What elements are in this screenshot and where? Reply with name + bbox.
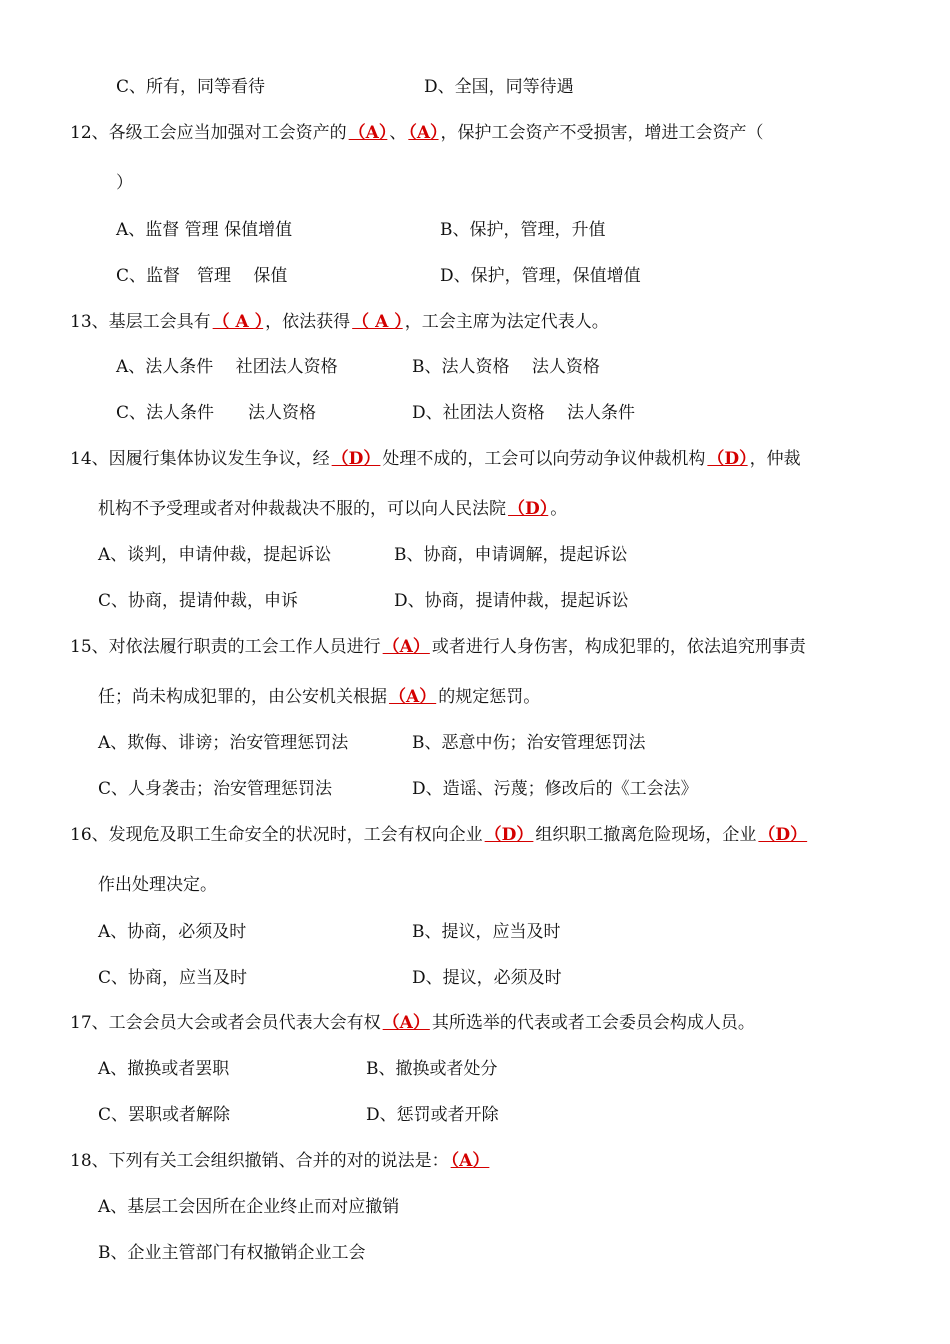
q18-option-b: B、企业主管部门有权撤销企业工会	[98, 1243, 366, 1263]
answer-blank: （D）	[758, 825, 808, 845]
q12-option-d: D、保护，管理，保值增值	[440, 266, 641, 286]
q12-stem: 12、各级工会应当加强对工会资产的 （A） 、 （A） ，保护工会资产不受损害，增进工会资产（	[70, 123, 764, 143]
answer-blank: （A）	[382, 637, 430, 657]
answer-blank: （A）	[348, 123, 388, 143]
q17-option-b: B、撤换或者处分	[366, 1059, 498, 1079]
q11-option-c: C、所有，同等看待	[116, 77, 266, 97]
q12-option-a: A、监督 管理 保值增值	[116, 220, 293, 240]
q14-option-d: D、协商，提请仲裁，提起诉讼	[394, 591, 629, 611]
q11-option-d: D、全国，同等待遇	[424, 77, 574, 97]
answer-blank: （D）	[484, 825, 534, 845]
q17-option-c: C、罢职或者解除	[98, 1105, 231, 1125]
q18-stem: 18、下列有关工会组织撤销、合并的对的说法是： （A）	[70, 1151, 490, 1171]
q16-option-c: C、协商，应当及时	[98, 968, 248, 988]
answer-blank: （A）	[389, 687, 437, 707]
answer-blank: （D）	[707, 449, 748, 469]
q13-option-b: B、法人资格 法人资格	[412, 357, 600, 377]
q17-option-d: D、惩罚或者开除	[366, 1105, 499, 1125]
answer-blank: （A）	[408, 123, 439, 143]
q13-option-a: A、法人条件 社团法人资格	[116, 357, 338, 377]
answer-blank: （ A ）	[212, 312, 264, 332]
q17-stem: 17、工会会员大会或者会员代表大会有权 （A） 其所选举的代表或者工会委员会构成人员。	[70, 1013, 755, 1033]
q15-option-a: A、欺侮、诽谤；治安管理惩罚法	[98, 733, 349, 753]
q17-option-a: A、撤换或者罢职	[98, 1059, 230, 1079]
q16-option-a: A、协商，必须及时	[98, 922, 247, 942]
q12-stem-cont: ）	[116, 173, 133, 193]
q18-option-a: A、基层工会因所在企业终止而对应撤销	[98, 1197, 400, 1217]
q14-stem-cont: 机构不予受理或者对仲裁裁决不服的，可以向人民法院 （D） 。	[98, 499, 568, 519]
answer-blank: （A）	[450, 1151, 490, 1171]
q15-stem-cont: 任；尚未构成犯罪的，由公安机关根据 （A） 的规定惩罚。	[98, 687, 541, 707]
q14-option-c: C、协商，提请仲裁，申诉	[98, 591, 299, 611]
q15-option-d: D、造谣、污蔑；修改后的《工会法》	[412, 779, 698, 799]
answer-blank: （D）	[331, 449, 381, 469]
answer-blank: （ A ）	[352, 312, 403, 332]
answer-blank: （D）	[508, 499, 549, 519]
q15-option-b: B、恶意中伤；治安管理惩罚法	[412, 733, 646, 753]
q13-stem: 13、基层工会具有 （ A ） ，依法获得 （ A ） ，工会主席为法定代表人。	[70, 312, 609, 332]
q12-option-b: B、保护，管理，升值	[440, 220, 606, 240]
q15-option-c: C、人身袭击；治安管理惩罚法	[98, 779, 333, 799]
q13-option-d: D、社团法人资格 法人条件	[412, 403, 636, 423]
q16-option-d: D、提议，必须及时	[412, 968, 562, 988]
q14-option-b: B、协商，申请调解，提起诉讼	[394, 545, 628, 565]
q14-option-a: A、谈判，申请仲裁，提起诉讼	[98, 545, 332, 565]
q15-stem: 15、对依法履行职责的工会工作人员进行 （A） 或者进行人身伤害，构成犯罪的，依法追究刑事责	[70, 637, 806, 657]
q16-stem-cont: 作出处理决定。	[98, 875, 217, 895]
q16-option-b: B、提议，应当及时	[412, 922, 561, 942]
q12-option-c: C、监督 管理 保值	[116, 266, 288, 286]
answer-blank: （A）	[382, 1013, 430, 1033]
q14-stem: 14、因履行集体协议发生争议，经 （D） 处理不成的，工会可以向劳动争议仲裁机构 （D） ，仲裁	[70, 449, 801, 469]
q13-option-c: C、法人条件 法人资格	[116, 403, 317, 423]
q16-stem: 16、发现危及职工生命安全的状况时，工会有权向企业 （D） 组织职工撤离危险现场，企业 （D）	[70, 825, 808, 845]
